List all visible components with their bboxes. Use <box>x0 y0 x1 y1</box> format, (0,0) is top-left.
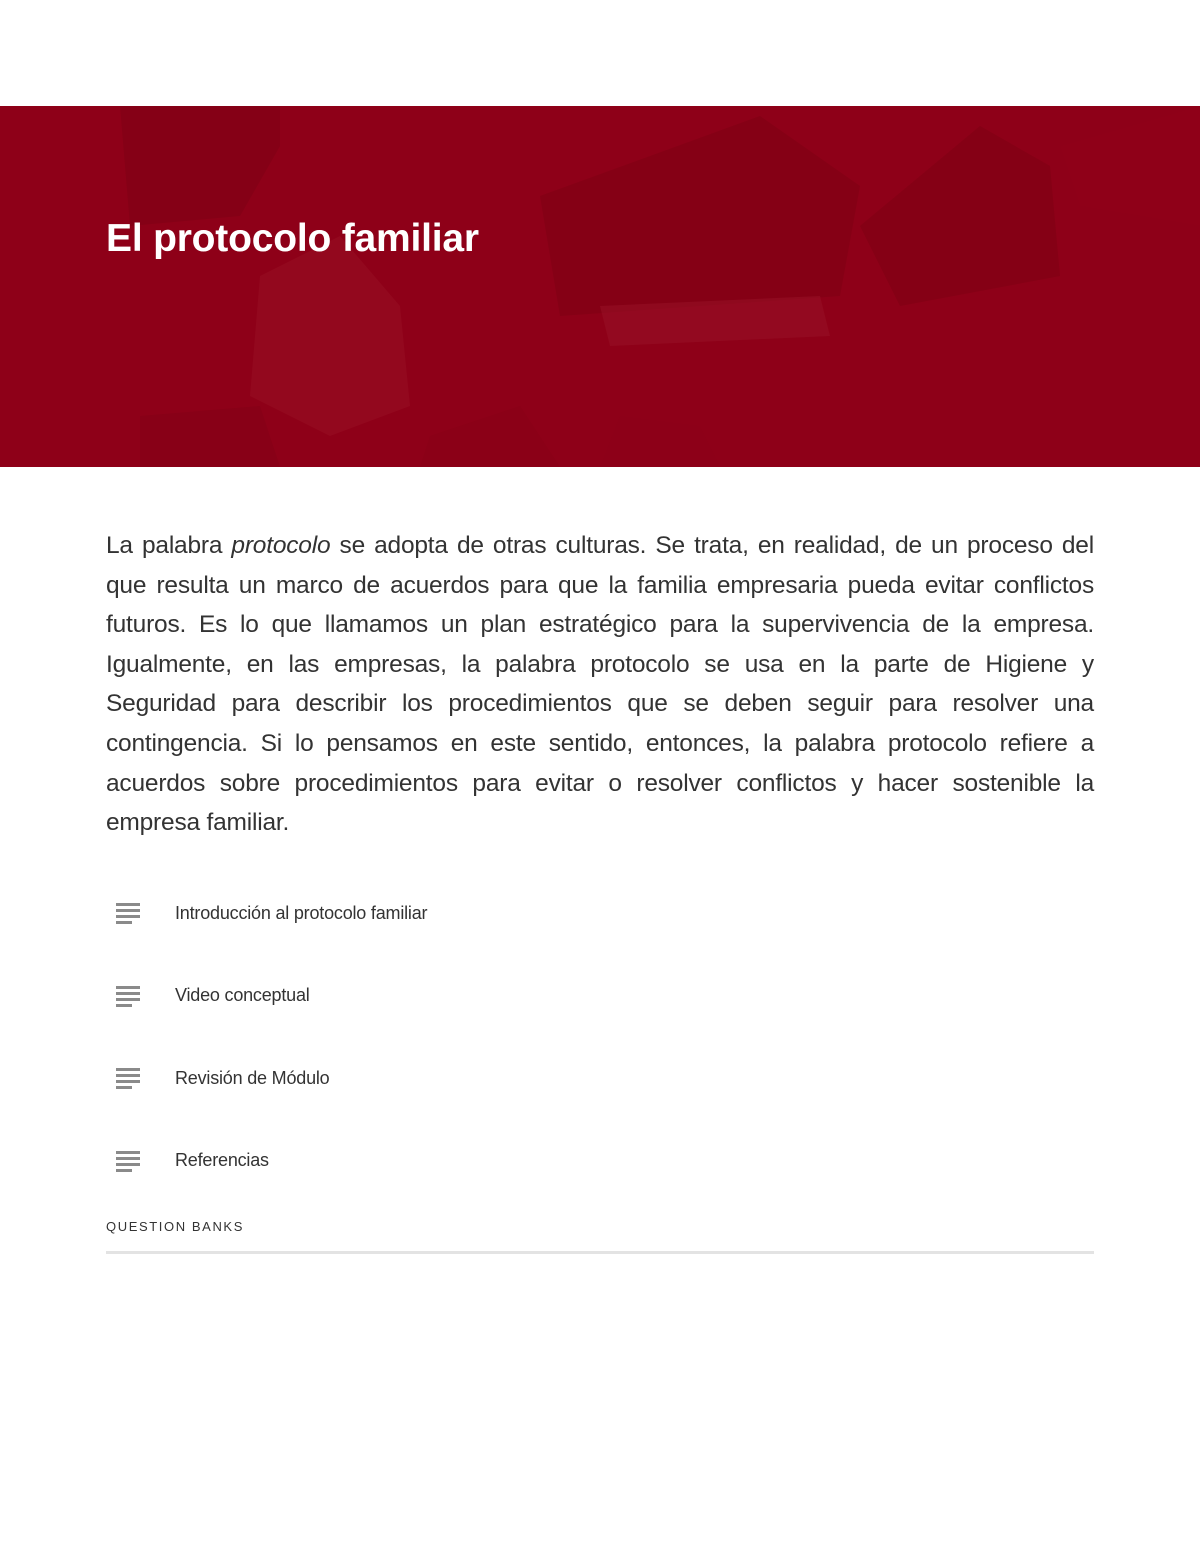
page-title: El protocolo familiar <box>106 217 479 260</box>
text-lines-icon <box>116 984 150 1008</box>
hero-banner <box>0 106 1200 467</box>
question-banks-divider <box>106 1251 1094 1254</box>
lesson-label: Video conceptual <box>175 985 310 1006</box>
lesson-item-video-conceptual[interactable] <box>106 955 1094 1038</box>
intro-paragraph <box>106 526 1094 843</box>
text-lines-icon <box>116 1149 150 1173</box>
abstract-blocks-image <box>0 106 1200 467</box>
lesson-label: Referencias <box>175 1150 269 1171</box>
intro-italic-word: protocolo <box>231 532 331 559</box>
intro-text-rest: se adopta de otras culturas. Se trata, en realidad, de un proceso del que resulta un marco de acuerdos para que la familia empresaria pueda evitar conflictos futuros. Es lo que llamamos un plan estratégico para la supervivencia de la empresa. Igualmente, en las empresas, la palabra protocolo se usa en la parte de Higiene y Seguridad para describir los procedimientos que se deben seguir para resolver una contingencia. Si lo pensamos en este sentido, entonces, la palabra protocolo refiere a acuerdos sobre procedimientos para evitar o resolver conflictos y hacer sostenible la empresa familiar. <box>106 532 1094 837</box>
text-lines-icon <box>116 1066 150 1090</box>
lesson-item-revision-modulo[interactable] <box>106 1037 1094 1120</box>
text-lines-icon <box>116 901 150 925</box>
lesson-item-introduccion[interactable] <box>106 872 1094 955</box>
lesson-list <box>106 872 1094 1202</box>
lesson-item-referencias[interactable] <box>106 1120 1094 1203</box>
intro-text-start: La palabra <box>106 532 232 559</box>
lesson-label: Introducción al protocolo familiar <box>175 902 428 923</box>
lesson-label: Revisión de Módulo <box>175 1067 330 1088</box>
question-banks-heading: QUESTION BANKS <box>106 1219 244 1234</box>
